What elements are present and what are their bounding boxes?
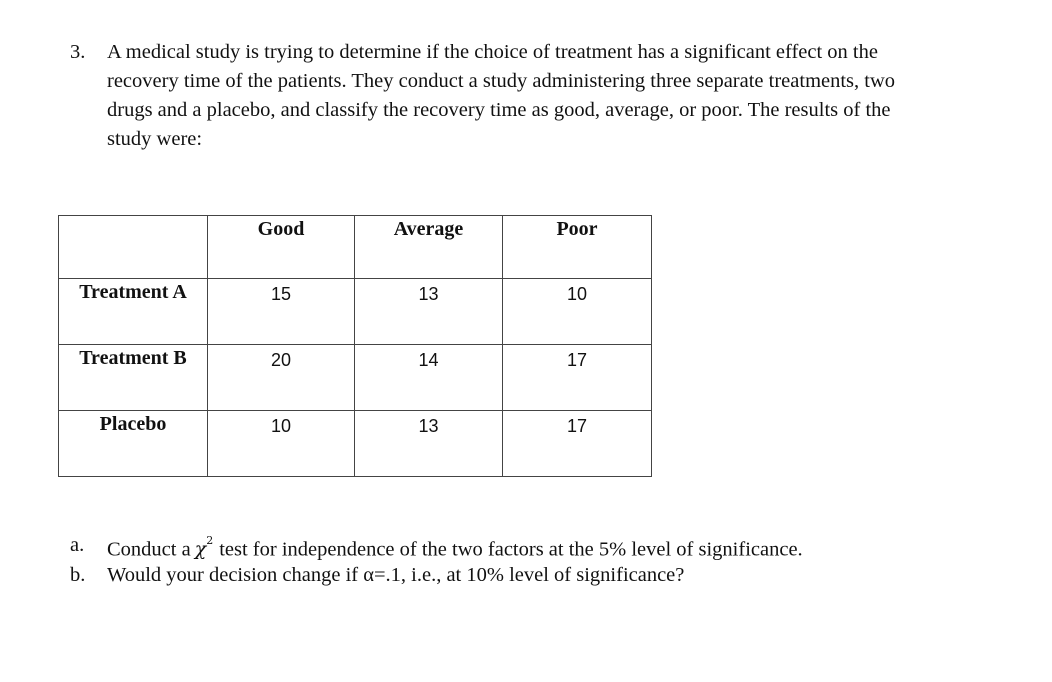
column-header-average: Average (355, 216, 503, 279)
row-label-treatment-a: Treatment A (59, 279, 208, 345)
problem-number: 3. (70, 41, 86, 63)
question-b-text: Would your decision change if α=.1, i.e., at 10% level of significance? (107, 564, 685, 586)
cell-placebo-good: 10 (208, 411, 355, 477)
cell-treatment-b-good: 20 (208, 345, 355, 411)
question-b (70, 560, 1030, 590)
table-header-row (59, 216, 652, 279)
table-row-treatment-a (59, 279, 652, 345)
question-list (70, 530, 1030, 590)
chi-symbol: χ (194, 538, 207, 561)
problem-text: A medical study is trying to determine if the choice of treatment has a significant effect on the recovery time of the patients. They conduct a study administering three separate treatments, two drugs and a placebo, and classify the recovery time as good, average, or poor. The results of the study were: (107, 41, 896, 150)
table-row-placebo (59, 411, 652, 477)
question-b-letter: b. (70, 564, 86, 586)
table-corner-cell (59, 216, 208, 279)
question-a-suffix: test for independence of the two factors at the 5% level of significance. (219, 538, 803, 561)
chi-squared-symbol (194, 534, 214, 561)
row-label-treatment-b: Treatment B (59, 345, 208, 411)
row-label-placebo: Placebo (59, 411, 208, 477)
problem-statement (70, 38, 1030, 154)
cell-placebo-average: 13 (355, 411, 503, 477)
question-a-letter: a. (70, 534, 85, 556)
results-table (58, 215, 652, 477)
table-row-treatment-b (59, 345, 652, 411)
chi-exponent: 2 (206, 534, 214, 547)
cell-treatment-b-poor: 17 (503, 345, 652, 411)
column-header-good: Good (208, 216, 355, 279)
question-a-prefix: Conduct a (107, 538, 191, 561)
cell-treatment-b-average: 14 (355, 345, 503, 411)
column-header-poor: Poor (503, 216, 652, 279)
cell-placebo-poor: 17 (503, 411, 652, 477)
cell-treatment-a-good: 15 (208, 279, 355, 345)
cell-treatment-a-poor: 10 (503, 279, 652, 345)
cell-treatment-a-average: 13 (355, 279, 503, 345)
question-a (70, 530, 1030, 560)
